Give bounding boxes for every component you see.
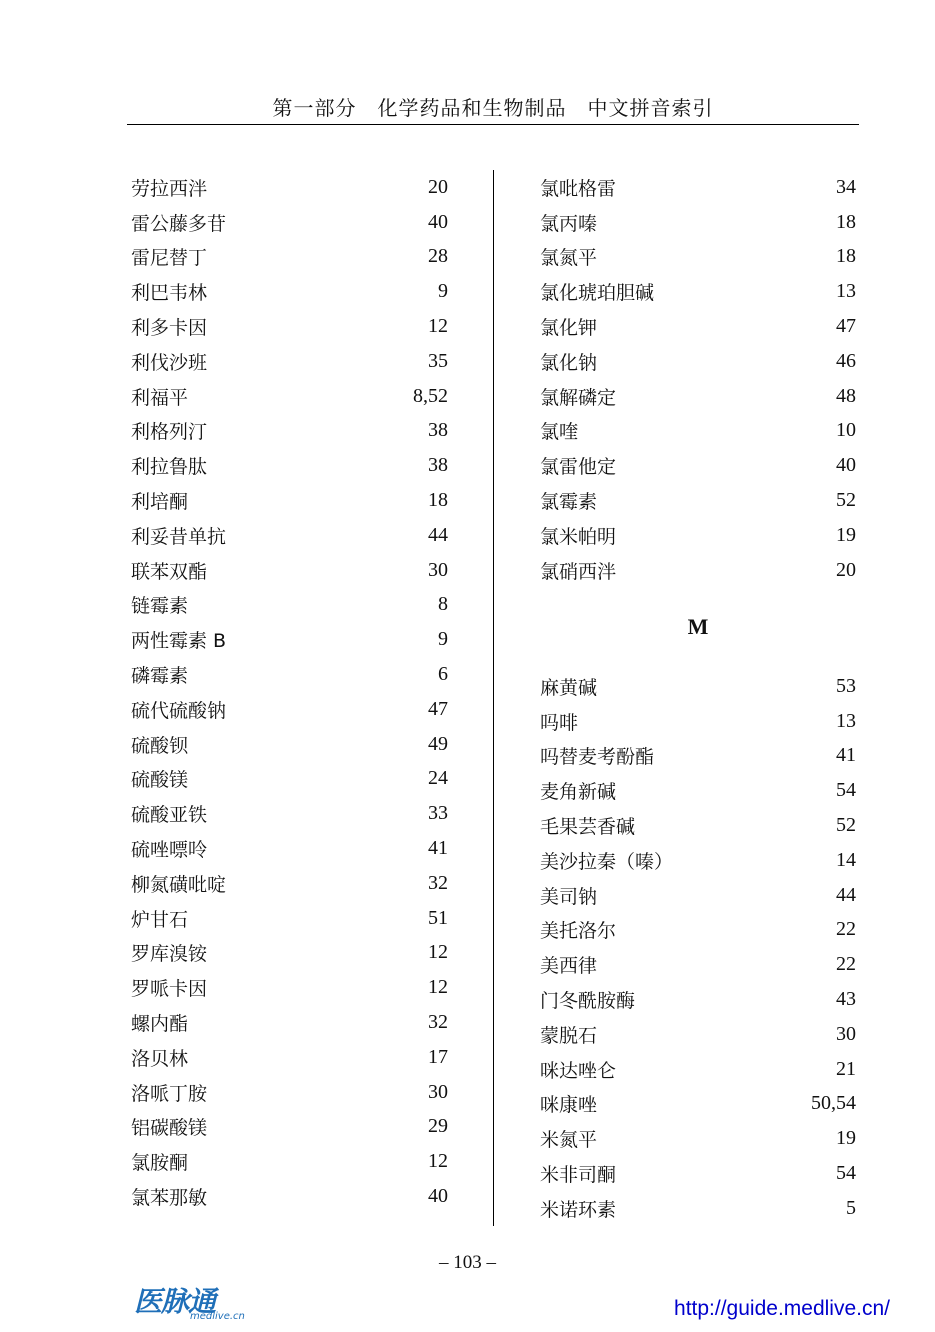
index-entry: [131, 240, 448, 275]
index-entry: [131, 553, 448, 588]
index-entry: [540, 947, 856, 982]
entry-page-number: 30: [428, 1080, 448, 1103]
entry-page-number: 54: [836, 1162, 856, 1185]
index-entry: [540, 878, 856, 913]
entry-term: 利培酮: [131, 491, 189, 514]
entry-page-number: 30: [836, 1022, 856, 1045]
entry-page-number: 52: [836, 814, 856, 837]
index-entry: [540, 518, 856, 553]
entry-term: 雷公藤多苷: [131, 212, 227, 235]
entry-page-number: 20: [428, 175, 448, 198]
entry-page-number: 8: [438, 593, 448, 616]
index-entry: [540, 553, 856, 588]
index-entry: [540, 773, 856, 808]
entry-page-number: 14: [836, 848, 856, 871]
index-entry: [540, 669, 856, 704]
logo-domain-text: medlive.cn: [190, 1311, 245, 1322]
entry-term: 雷尼替丁: [131, 247, 208, 270]
index-entry: [131, 274, 448, 309]
entry-page-number: 38: [428, 419, 448, 442]
entry-page-number: 32: [428, 871, 448, 894]
entry-term: 利格列汀: [131, 421, 208, 444]
index-entry: [131, 1179, 448, 1214]
entry-page-number: 51: [428, 906, 448, 929]
entry-term: 硫酸钡: [131, 734, 189, 757]
index-column-left: [131, 170, 448, 1214]
entry-page-number: 32: [428, 1011, 448, 1034]
index-entry: [540, 483, 856, 518]
entry-term: 氯吡格雷: [540, 177, 617, 200]
index-entry: [540, 1087, 856, 1122]
entry-page-number: 13: [836, 280, 856, 303]
entry-term: 氯苯那敏: [131, 1187, 208, 1209]
index-entry: [540, 344, 856, 379]
entry-page-number: 41: [428, 837, 448, 860]
entry-term: 氯化琥珀胆碱: [540, 282, 655, 305]
entry-term: 米氮平: [540, 1129, 598, 1152]
entry-page-number: 35: [428, 349, 448, 372]
entry-term: 麦角新碱: [540, 781, 617, 804]
index-entry: [540, 240, 856, 275]
index-entry: [540, 1191, 856, 1226]
index-entry: [540, 1156, 856, 1191]
index-entry: [540, 1121, 856, 1156]
index-entry: [540, 739, 856, 774]
entry-page-number: 48: [836, 384, 856, 407]
index-entry: [131, 483, 448, 518]
entry-page-number: 12: [428, 976, 448, 999]
index-entry: [131, 762, 448, 797]
entry-page-number: 5: [846, 1196, 856, 1219]
entry-term: 联苯双酯: [131, 560, 208, 583]
index-entry: [540, 170, 856, 205]
entry-page-number: 47: [836, 315, 856, 338]
entry-page-number: 43: [836, 988, 856, 1011]
entry-term: 链霉素: [131, 595, 189, 618]
index-entry: [131, 1144, 448, 1179]
entry-term: 劳拉西泮: [131, 177, 208, 200]
index-entry: [131, 657, 448, 692]
entry-page-number: 6: [438, 663, 448, 686]
logo-brand-text: 医脉通: [134, 1285, 216, 1318]
entry-term: 吗啡: [540, 711, 579, 734]
entry-page-number: 18: [428, 489, 448, 512]
entry-page-number: 34: [836, 175, 856, 198]
entry-term: 吗替麦考酚酯: [540, 746, 655, 769]
header-rule: [127, 124, 859, 125]
index-entry: [540, 913, 856, 948]
medlive-logo: [134, 1280, 244, 1324]
entry-term: 氯化钾: [540, 317, 598, 340]
entry-page-number: 38: [428, 454, 448, 477]
entry-page-number: 28: [428, 245, 448, 268]
entry-term: 门冬酰胺酶: [540, 990, 636, 1013]
index-entry: [540, 274, 856, 309]
index-entry: [131, 1110, 448, 1145]
entry-term: 米诺环素: [540, 1198, 617, 1221]
entry-page-number: 20: [836, 558, 856, 581]
index-entry: [540, 1052, 856, 1087]
entry-page-number: 40: [428, 1185, 448, 1207]
entry-term: 硫酸镁: [131, 769, 189, 792]
entry-page-number: 19: [836, 1127, 856, 1150]
entry-page-number: 21: [836, 1057, 856, 1080]
entry-page-number: 8,52: [413, 384, 448, 407]
entry-page-number: 54: [836, 779, 856, 802]
entry-page-number: 44: [428, 523, 448, 546]
index-entry: [540, 379, 856, 414]
entry-term: 利巴韦林: [131, 282, 208, 305]
page-header: 第一部分 化学药品和生物制品 中文拼音索引: [272, 96, 714, 120]
index-entry: [131, 1075, 448, 1110]
entry-term: 罗哌卡因: [131, 978, 208, 1001]
entry-term: 铝碳酸镁: [131, 1117, 208, 1140]
index-entry: [131, 518, 448, 553]
entry-page-number: 49: [428, 732, 448, 755]
entry-term: 柳氮磺吡啶: [131, 873, 227, 896]
entry-page-number: 52: [836, 489, 856, 512]
entry-page-number: 46: [836, 349, 856, 372]
entry-term: 氯化钠: [540, 351, 598, 374]
index-entry: [131, 692, 448, 727]
index-entry: [540, 704, 856, 739]
entry-page-number: 12: [428, 941, 448, 964]
entry-page-number: 33: [428, 802, 448, 825]
index-entry: [131, 309, 448, 344]
index-entry: [540, 982, 856, 1017]
entry-term: 氯硝西泮: [540, 560, 617, 583]
index-entry: [131, 379, 448, 414]
entry-term: 米非司酮: [540, 1164, 617, 1187]
index-entry: [131, 1040, 448, 1075]
entry-term: 炉甘石: [131, 908, 189, 931]
index-entry: [131, 727, 448, 762]
entry-page-number: 22: [836, 918, 856, 941]
entry-term: 螺内酯: [131, 1013, 189, 1036]
entry-page-number: 9: [438, 628, 448, 651]
entry-term: 两性霉素 B: [131, 630, 227, 653]
column-divider: [493, 170, 494, 1226]
index-entry: [540, 1017, 856, 1052]
entry-page-number: 30: [428, 558, 448, 581]
entry-term: 毛果芸香碱: [540, 816, 636, 839]
entry-term: 硫酸亚铁: [131, 804, 208, 827]
index-entry: [131, 936, 448, 971]
entry-page-number: 13: [836, 709, 856, 732]
index-entry: [131, 622, 448, 657]
index-entry: [131, 1005, 448, 1040]
index-entry: [131, 414, 448, 449]
entry-term: 氯霉素: [540, 491, 598, 514]
entry-page-number: 50,54: [811, 1092, 856, 1115]
index-column-right-m-section: [540, 669, 856, 1226]
entry-term: 洛哌丁胺: [131, 1082, 208, 1105]
index-entry: [131, 901, 448, 936]
index-entry: [131, 170, 448, 205]
entry-term: 氯米帕明: [540, 525, 617, 548]
index-entry: [131, 448, 448, 483]
entry-term: 氯雷他定: [540, 456, 617, 479]
entry-page-number: 47: [428, 697, 448, 720]
entry-term: 咪达唑仑: [540, 1059, 617, 1082]
index-entry: [131, 831, 448, 866]
entry-page-number: 17: [428, 1045, 448, 1068]
entry-page-number: 53: [836, 674, 856, 697]
entry-term: 美沙拉秦（嗪）: [540, 850, 674, 873]
entry-page-number: 12: [428, 1150, 448, 1173]
entry-term: 氯丙嗪: [540, 212, 598, 235]
section-letter-heading: M: [687, 614, 709, 639]
entry-term: 美托洛尔: [540, 920, 617, 943]
entry-term: 利福平: [131, 386, 189, 409]
entry-term: 咪康唑: [540, 1094, 598, 1117]
entry-term: 美司钠: [540, 885, 598, 908]
index-entry: [540, 448, 856, 483]
entry-term: 蒙脱石: [540, 1024, 598, 1047]
page-number: – 103 –: [439, 1252, 496, 1273]
index-entry: [131, 344, 448, 379]
entry-term: 罗库溴铵: [131, 943, 208, 966]
entry-term: 氯氮平: [540, 247, 598, 270]
entry-page-number: 22: [836, 953, 856, 976]
entry-page-number: 10: [836, 419, 856, 442]
entry-page-number: 29: [428, 1115, 448, 1138]
entry-term: 麻黄碱: [540, 676, 598, 699]
entry-term: 洛贝林: [131, 1047, 189, 1070]
index-entry: [540, 414, 856, 449]
entry-page-number: 41: [836, 744, 856, 767]
entry-term: 硫代硫酸钠: [131, 699, 227, 722]
footer-url-link[interactable]: http://guide.medlive.cn/: [674, 1297, 890, 1320]
entry-page-number: 9: [438, 280, 448, 303]
entry-page-number: 19: [836, 523, 856, 546]
entry-page-number: 40: [428, 210, 448, 233]
entry-term: 美西律: [540, 955, 598, 978]
entry-page-number: 18: [836, 245, 856, 268]
index-entry: [540, 205, 856, 240]
index-entry: [540, 843, 856, 878]
index-column-right-l-section: [540, 170, 856, 588]
entry-term: 氯胺酮: [131, 1152, 189, 1175]
entry-page-number: 24: [428, 767, 448, 790]
entry-term: 氯解磷定: [540, 386, 617, 409]
entry-term: 磷霉素: [131, 665, 189, 688]
index-entry: [131, 866, 448, 901]
entry-page-number: 44: [836, 883, 856, 906]
entry-term: 氯喹: [540, 421, 579, 444]
entry-term: 硫唑嘌呤: [131, 839, 208, 862]
entry-term: 利拉鲁肽: [131, 456, 208, 479]
entry-page-number: 40: [836, 454, 856, 477]
index-entry: [131, 796, 448, 831]
entry-page-number: 12: [428, 315, 448, 338]
entry-page-number: 18: [836, 210, 856, 233]
index-entry: [540, 808, 856, 843]
entry-term: 利多卡因: [131, 317, 208, 340]
entry-term: 利伐沙班: [131, 351, 208, 374]
index-entry: [131, 970, 448, 1005]
index-entry: [131, 205, 448, 240]
index-entry: [131, 588, 448, 623]
index-entry: [540, 309, 856, 344]
entry-term: 利妥昔单抗: [131, 525, 227, 548]
